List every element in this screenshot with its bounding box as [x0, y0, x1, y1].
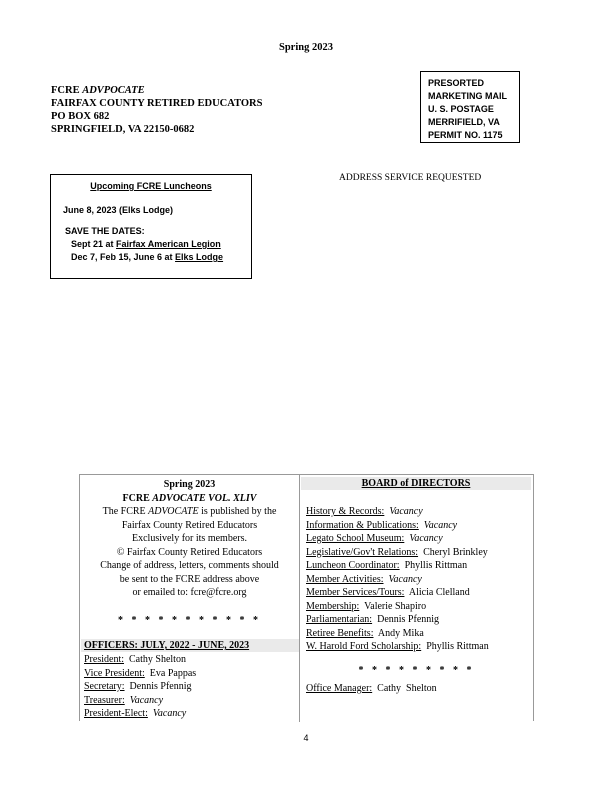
board-name: Vacancy	[384, 506, 423, 517]
postage-indicia	[420, 71, 520, 143]
statement-italic: ADVOCATE	[148, 506, 199, 517]
board-row	[306, 532, 489, 546]
publication-line: Exclusively for its members.	[132, 533, 247, 544]
save-date-text: Sept 21 at	[71, 239, 117, 249]
board-name: Vacancy	[383, 573, 422, 585]
officer-role: President-Elect:	[84, 708, 148, 719]
board-name: Valerie Shapiro	[359, 600, 427, 612]
board-row	[306, 640, 489, 654]
board-name: Phyllis Rittman	[399, 560, 468, 571]
info-panel	[79, 474, 534, 721]
board-role: Information & Publications:	[306, 519, 419, 531]
publication-name: ADVPOCATE	[82, 85, 145, 96]
postage-line: U. S. POSTAGE	[428, 104, 494, 114]
officer-row	[84, 667, 196, 681]
next-luncheon: June 8, 2023 (Elks Lodge)	[63, 205, 174, 215]
board-list	[306, 505, 489, 654]
officer-row	[84, 680, 196, 694]
board-role: Retiree Benefits:	[306, 627, 374, 639]
star-divider: * * * * * * * * *	[358, 665, 475, 676]
save-date-line-1	[71, 239, 221, 249]
publication-column	[80, 475, 300, 722]
statement-prefix: The FCRE	[102, 506, 149, 517]
return-address-line3: PO BOX 682	[51, 111, 110, 122]
board-role: Legato School Museum:	[306, 533, 405, 544]
page-number: 4	[303, 733, 309, 743]
board-role: Member Services/Tours:	[306, 587, 405, 598]
officer-name: Vacancy	[147, 708, 187, 719]
luncheon-title: Upcoming FCRE Luncheons	[90, 181, 212, 191]
volume-prefix: FCRE	[122, 492, 153, 504]
officer-role: Secretary:	[84, 681, 125, 692]
office-manager-name: Cathy Shelton	[372, 683, 437, 694]
venue-link-legion[interactable]: Fairfax American Legion	[116, 239, 221, 249]
officer-row	[84, 653, 196, 667]
address-service-requested: ADDRESS SERVICE REQUESTED	[339, 173, 482, 183]
board-row	[306, 573, 489, 587]
postage-line: PERMIT NO. 1175	[428, 130, 503, 140]
save-the-dates-label: SAVE THE DATES:	[65, 226, 145, 236]
board-role: Legislative/Gov't Relations:	[306, 546, 419, 558]
board-name: Alicia Clelland	[404, 587, 470, 598]
officer-name: Dennis Pfennig	[124, 681, 192, 692]
board-role: History & Records:	[306, 506, 385, 517]
luncheon-box	[50, 174, 252, 279]
return-address-line1	[51, 84, 262, 97]
return-address-line2: FAIRFAX COUNTY RETIRED EDUCATORS	[51, 98, 263, 109]
officer-row	[84, 694, 196, 708]
board-row	[306, 586, 489, 600]
statement-suffix: is published by the	[198, 506, 277, 517]
board-name: Cheryl Brinkley	[418, 546, 488, 558]
officer-name: Vacancy	[124, 694, 164, 706]
board-row	[306, 613, 489, 627]
officer-name: Eva Pappas	[144, 667, 197, 679]
save-date-line-2	[71, 252, 223, 262]
board-role: Membership:	[306, 600, 360, 612]
officers-list	[84, 653, 196, 721]
office-manager-role: Office Manager:	[306, 683, 373, 694]
contact-email-line: or emailed to: fcre@fcre.org	[132, 587, 247, 598]
board-role: Member Activities:	[306, 573, 384, 585]
star-divider: * * * * * * * * * * *	[118, 615, 261, 626]
board-row	[306, 600, 489, 614]
officer-role: President:	[84, 654, 124, 665]
board-name: Vacancy	[404, 533, 443, 544]
board-row	[306, 519, 489, 533]
board-role: W. Harold Ford Scholarship:	[306, 641, 422, 652]
board-name: Dennis Pfennig	[372, 614, 440, 625]
board-name: Andy Mika	[373, 627, 424, 639]
publication-volume	[80, 492, 299, 506]
postage-line: PRESORTED	[428, 78, 485, 88]
postage-line: MARKETING MAIL	[428, 91, 507, 101]
season-header: Spring 2023	[279, 42, 333, 53]
publication-org-prefix: FCRE	[51, 85, 83, 96]
publication-line: Change of address, letters, comments should	[100, 560, 279, 571]
officer-role: Treasurer:	[84, 694, 125, 706]
board-role: Luncheon Coordinator:	[306, 560, 400, 571]
board-row	[306, 559, 489, 573]
board-name: Phyllis Rittman	[421, 641, 489, 652]
publication-season: Spring 2023	[163, 479, 216, 490]
venue-link-elks[interactable]: Elks Lodge	[175, 252, 224, 262]
postage-line: MERRIFIELD, VA	[428, 117, 500, 127]
officer-role: Vice President:	[84, 667, 145, 679]
officer-name: Cathy Shelton	[124, 654, 186, 665]
board-row	[306, 505, 489, 519]
publication-statement	[80, 505, 299, 519]
board-name: Vacancy	[418, 519, 458, 531]
copyright-line: © Fairfax County Retired Educators	[116, 546, 263, 558]
officer-row	[84, 707, 196, 721]
board-heading: BOARD of DIRECTORS	[301, 477, 531, 490]
return-address	[51, 84, 262, 136]
officers-heading: OFFICERS: JULY, 2022 - JUNE, 2023	[81, 639, 299, 652]
office-manager	[306, 683, 437, 694]
volume-name: ADVOCATE VOL. XLIV	[152, 492, 257, 504]
save-date-text: Dec 7, Feb 15, June 6 at	[71, 252, 176, 262]
publication-line: Fairfax County Retired Educators	[121, 519, 258, 531]
return-address-line4: SPRINGFIELD, VA 22150-0682	[51, 124, 195, 135]
publication-line: be sent to the FCRE address above	[119, 573, 260, 585]
board-row	[306, 546, 489, 560]
board-row	[306, 627, 489, 641]
publication-info	[80, 478, 299, 600]
board-role: Parliamentarian:	[306, 614, 373, 625]
board-column	[300, 475, 533, 722]
